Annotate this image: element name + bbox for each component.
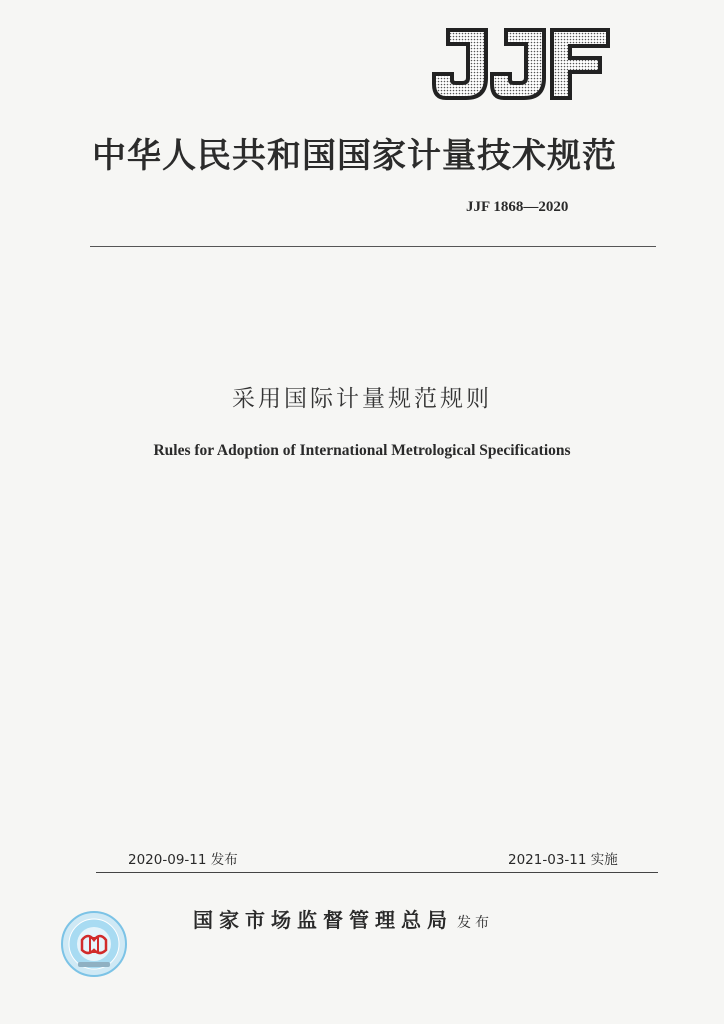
publisher	[193, 904, 493, 933]
document-title-en: Rules for Adoption of International Metrological Specifications	[153, 442, 571, 459]
standards-seal-icon	[60, 910, 128, 978]
issue-date: 2020-09-11 发布	[128, 852, 238, 868]
top-divider	[90, 246, 656, 247]
document-title-cn: 采用国际计量规范规则	[232, 386, 492, 412]
standard-category-title: 中华人民共和国国家计量技术规范	[92, 136, 617, 176]
publisher-name: 国家市场监督管理总局	[193, 908, 453, 932]
standard-code: JJF 1868—2020	[466, 199, 569, 215]
jjf-logo	[428, 26, 613, 102]
publisher-suffix: 发布	[457, 915, 493, 931]
bottom-divider	[96, 872, 658, 873]
implementation-date: 2021-03-11 实施	[508, 852, 618, 868]
